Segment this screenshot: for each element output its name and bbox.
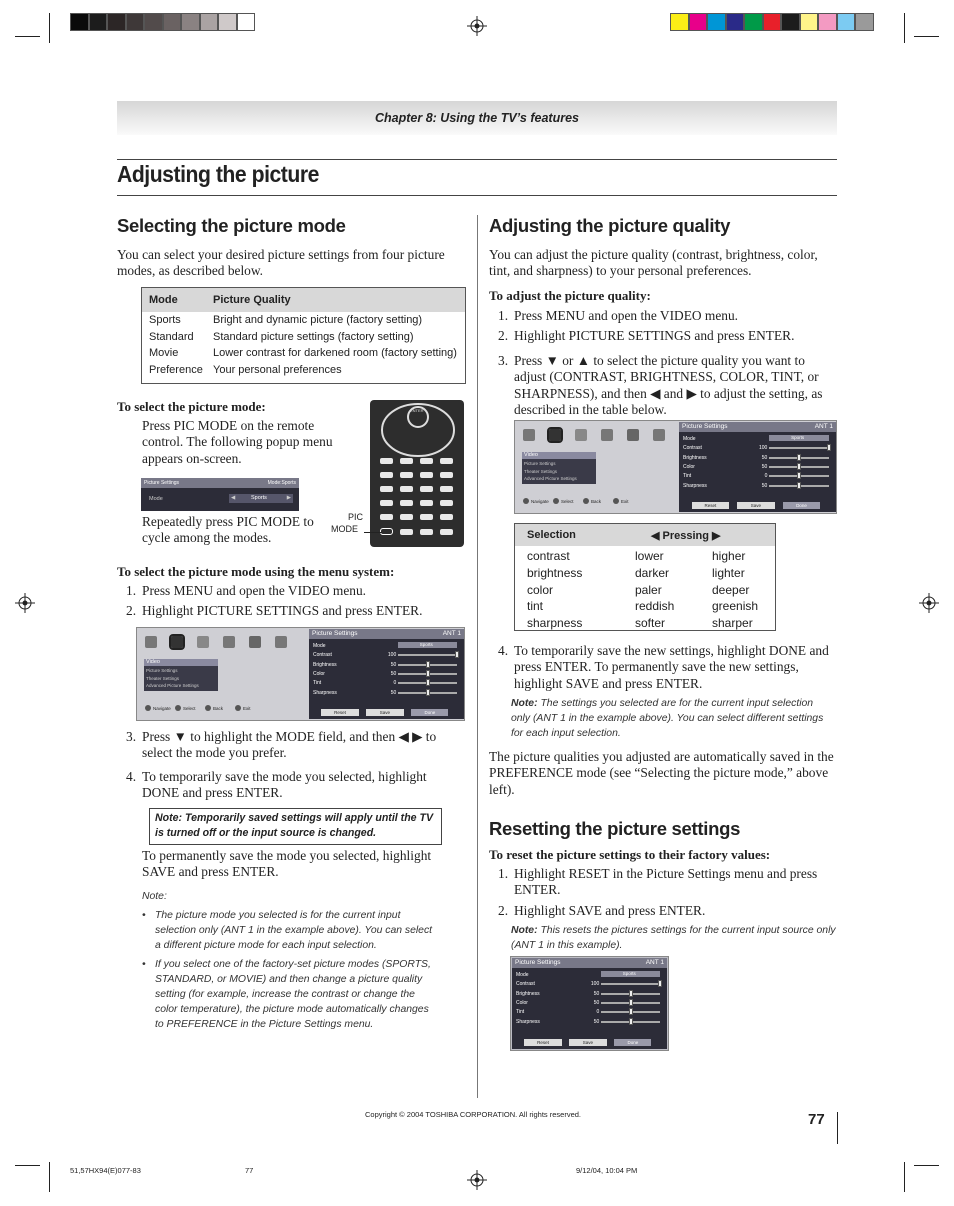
- setting-value: 50: [390, 670, 397, 677]
- video-menu-item: Picture Settings: [146, 668, 178, 673]
- remote-button: [400, 472, 413, 478]
- setting-label: Sharpness: [313, 689, 337, 696]
- table-cell: softer: [635, 616, 666, 631]
- video-menu: [522, 452, 596, 484]
- setting-label: Sharpness: [683, 482, 707, 489]
- remote-button: [420, 514, 433, 520]
- setting-label: Contrast: [313, 652, 332, 659]
- nav-navigate-icon: [523, 498, 529, 504]
- reset-button[interactable]: Reset: [321, 709, 358, 716]
- setting-slider: [769, 485, 829, 487]
- reset-screenshot: [510, 956, 669, 1051]
- popup-header: [141, 478, 299, 488]
- setting-value: 50: [761, 454, 768, 461]
- color-swatch: [181, 13, 200, 31]
- setting-value: 100: [387, 652, 397, 659]
- note-box: Note: Temporarily saved settings will apply until the TV is turned off or the input source is changed.: [149, 808, 442, 845]
- remote-button: [420, 529, 433, 535]
- save-button[interactable]: Save: [569, 1039, 606, 1046]
- intro-text: You can select your desired picture settings from four picture modes, as described below.: [117, 247, 445, 279]
- remote-button: [440, 472, 453, 478]
- nav-label: Back: [591, 499, 602, 504]
- color-swatch: [70, 13, 89, 31]
- note-bullet: The picture mode you selected is for the current input selection only (ANT 1 in the example above). You can select a different picture mode for each input selection.: [155, 910, 433, 951]
- arrow-left-icon: ◀: [231, 495, 236, 501]
- step-number: 3.: [126, 729, 137, 744]
- step-text: Highlight PICTURE SETTINGS and press ENTER.: [142, 603, 423, 618]
- note-text: [511, 923, 841, 953]
- mode-value: Sports: [419, 642, 433, 647]
- remote-button: [440, 500, 453, 506]
- table-cell: reddish: [635, 599, 675, 614]
- note-label: Note:: [142, 891, 167, 902]
- registration-target-icon: [919, 593, 939, 613]
- crop-mark: [914, 36, 939, 37]
- setting-slider: [601, 993, 660, 995]
- setting-slider: [601, 1002, 660, 1004]
- table-cell: deeper: [712, 582, 750, 597]
- menu-tab-icon[interactable]: [653, 429, 665, 441]
- step-text: To temporarily save the new settings, highlight DONE and press ENTER. To permanently save the new settings, highlight SAVE and press ENTER.: [514, 643, 829, 691]
- table-cell: sharper: [712, 616, 753, 631]
- color-swatch: [218, 13, 237, 31]
- arrow-right-icon: ▶: [286, 495, 291, 501]
- color-registration-bar: [670, 13, 874, 31]
- setting-label: Tint: [313, 680, 322, 687]
- menu-title: Picture Settings: [515, 959, 561, 966]
- video-menu-title: Video: [522, 452, 596, 459]
- divider: [117, 159, 837, 160]
- note-label: Note:: [511, 698, 538, 709]
- slider-knob: [797, 482, 801, 489]
- mode-selector[interactable]: [229, 494, 293, 503]
- remote-button: [400, 514, 413, 520]
- mode-value: Sports: [622, 971, 636, 976]
- menu-screenshot: [514, 420, 837, 514]
- mode-value: Sports: [791, 435, 805, 440]
- nav-label: Exit: [621, 499, 629, 504]
- remote-button: [400, 486, 413, 492]
- menu-tab-icon[interactable]: [627, 429, 639, 441]
- remote-button: [400, 500, 413, 506]
- table-cell: lighter: [712, 565, 745, 580]
- color-swatch: [855, 13, 874, 31]
- slider-knob: [426, 670, 430, 677]
- setting-label: Brightness: [313, 661, 337, 668]
- table-cell: sharpness: [527, 616, 583, 631]
- step-text: Highlight SAVE and press ENTER.: [514, 903, 706, 918]
- table-cell: lower: [635, 549, 664, 563]
- crop-mark: [15, 36, 40, 37]
- picture-settings-menu: [679, 422, 836, 512]
- save-button[interactable]: Save: [737, 502, 775, 509]
- done-button[interactable]: Done: [614, 1039, 651, 1046]
- step-text: select the mode you prefer.: [142, 745, 287, 760]
- setting-value: 50: [593, 999, 600, 1006]
- crop-mark: [49, 1162, 50, 1192]
- input-label: ANT 1: [442, 630, 461, 637]
- slider-knob: [629, 990, 633, 997]
- nav-label: Exit: [243, 706, 251, 711]
- note-body: The settings you selected are for the current input selection only (ANT 1 in the example above). You can select different settings for each input selection.: [511, 698, 824, 739]
- note-label: Note:: [511, 925, 538, 936]
- color-swatch: [818, 13, 837, 31]
- crop-mark: [904, 13, 905, 43]
- page-number-rule: [837, 1112, 838, 1144]
- video-menu-item: Advanced Picture Settings: [146, 683, 199, 688]
- section-heading: Resetting the picture settings: [489, 818, 741, 839]
- menu-title: Picture Settings: [312, 630, 358, 637]
- color-swatch: [89, 13, 108, 31]
- video-menu-item: Picture Settings: [524, 461, 556, 466]
- remote-button: [420, 500, 433, 506]
- color-swatch: [800, 13, 819, 31]
- nav-label: Back: [213, 706, 224, 711]
- callout-line: PIC: [347, 512, 363, 522]
- subheading: To reset the picture settings to their factory values:: [489, 847, 771, 862]
- done-button[interactable]: Done: [783, 502, 821, 509]
- mode-field: [769, 435, 829, 441]
- setting-slider: [601, 1011, 660, 1013]
- color-swatch: [200, 13, 219, 31]
- setting-label: Color: [313, 670, 325, 677]
- page-number: 77: [808, 1111, 825, 1128]
- setting-label: Contrast: [683, 445, 702, 452]
- setting-value: 50: [593, 1018, 600, 1025]
- setting-label: Tint: [683, 473, 692, 480]
- video-menu-title: Video: [144, 659, 218, 666]
- nav-select-icon: [553, 498, 559, 504]
- instruction-text: Press PIC MODE on the remote control. The following popup menu appears on-screen.: [142, 418, 333, 466]
- color-swatch: [837, 13, 856, 31]
- nav-exit-icon: [235, 705, 241, 711]
- registration-target-icon: [15, 593, 35, 613]
- color-swatch: [126, 13, 145, 31]
- setting-label: Mode: [683, 436, 696, 442]
- step-text: Highlight RESET in the Picture Settings menu and press ENTER.: [514, 866, 818, 898]
- nav-label: Navigate: [531, 499, 549, 504]
- slug-page: 77: [245, 1166, 254, 1175]
- remote-button: [400, 529, 413, 535]
- color-swatch: [144, 13, 163, 31]
- color-swatch: [237, 13, 256, 31]
- setting-slider: [769, 447, 829, 449]
- column-header: Mode: [149, 294, 178, 306]
- setting-label: Contrast: [516, 981, 535, 988]
- setting-value: 50: [761, 482, 768, 489]
- color-swatch: [163, 13, 182, 31]
- setting-label: Color: [683, 463, 695, 470]
- callout-leader: [364, 532, 382, 533]
- subheading: To select the picture mode using the menu system:: [117, 564, 395, 579]
- crop-mark: [15, 1165, 40, 1166]
- color-swatch: [744, 13, 763, 31]
- table-cell: Bright and dynamic picture (factory setting): [213, 314, 423, 326]
- nav-back-icon: [583, 498, 589, 504]
- menu-screenshot: [136, 627, 465, 721]
- popup-mode-label: Mode:Sports: [267, 480, 296, 486]
- menu-tab-icon[interactable]: [549, 429, 561, 441]
- setting-value: 0: [393, 680, 397, 687]
- step-text: To temporarily save the mode you selected, highlight DONE and press ENTER.: [142, 769, 427, 801]
- setting-slider: [398, 692, 457, 694]
- remote-button: [440, 529, 453, 535]
- menu-header: [309, 629, 464, 639]
- nav-exit-icon: [613, 498, 619, 504]
- chapter-title: Chapter 8: Using the TV’s features: [375, 111, 579, 125]
- step-text: Highlight PICTURE SETTINGS and press ENTER.: [514, 328, 795, 343]
- setting-slider: [769, 475, 829, 477]
- column-divider: [477, 215, 478, 1098]
- note-body: This resets the pictures settings for the current input source only (ANT 1 in this example).: [511, 925, 836, 951]
- note-bullet: If you select one of the factory-set picture modes (SPORTS, STANDARD, or MOVIE) and then change a picture quality setting (for example, increase the contrast or change the color temperature), the picture mode automatically changes to PREFERENCE in the Picture Settings menu.: [155, 959, 431, 1030]
- step-text: Press ▼ or ▲ to select the picture quality you want to adjust (CONTRAST, BRIGHTNESS, COLOR, TINT, or SHARPNESS), and then ◀ and ▶ to adjust the setting, as described in the table below.: [514, 353, 823, 418]
- color-swatch: [763, 13, 782, 31]
- setting-value: 100: [590, 981, 600, 988]
- save-button[interactable]: Save: [366, 709, 403, 716]
- remote-button: [400, 458, 413, 464]
- gray-color-bar: [70, 13, 255, 31]
- table-header: [142, 288, 465, 312]
- setting-label: Mode: [313, 643, 326, 649]
- slider-knob: [426, 661, 430, 668]
- table-cell: color: [527, 582, 554, 597]
- setting-slider: [398, 654, 457, 656]
- bullet-icon: •: [142, 910, 146, 921]
- video-menu: [144, 659, 218, 691]
- table-cell: Your personal preferences: [213, 363, 342, 376]
- setting-value: 50: [390, 661, 397, 668]
- slider-knob: [797, 472, 801, 479]
- setting-label: Color: [516, 999, 528, 1006]
- setting-slider: [601, 983, 660, 985]
- crop-mark: [49, 13, 50, 43]
- menu-tab-icon[interactable]: [523, 429, 535, 441]
- divider: [117, 195, 837, 196]
- page-title: Adjusting the picture: [117, 161, 319, 187]
- menu-tab-icon[interactable]: [197, 636, 209, 648]
- table-cell: Lower contrast for darkened room (factory setting): [213, 347, 457, 359]
- setting-slider: [398, 673, 457, 675]
- color-swatch: [670, 13, 689, 31]
- menu-tab-icon[interactable]: [601, 429, 613, 441]
- step-number: 1.: [498, 866, 509, 881]
- menu-tab-icon[interactable]: [249, 636, 261, 648]
- remote-button: [440, 486, 453, 492]
- slider-knob: [426, 689, 430, 696]
- note-text: [511, 696, 829, 741]
- color-swatch: [707, 13, 726, 31]
- color-swatch: [781, 13, 800, 31]
- bullet-icon: •: [142, 959, 146, 970]
- setting-label: Mode: [516, 972, 529, 978]
- step-number: 2.: [126, 603, 137, 618]
- video-menu-item: Theater Settings: [146, 675, 180, 681]
- pressing-table: [514, 523, 776, 631]
- chapter-header: [117, 101, 837, 135]
- table-cell: Sports: [149, 314, 181, 326]
- table-cell: darker: [635, 565, 670, 580]
- copyright: Copyright © 2004 TOSHIBA CORPORATION. All rights reserved.: [365, 1110, 582, 1119]
- registration-target-icon: [467, 16, 487, 36]
- subheading: To adjust the picture quality:: [489, 288, 651, 303]
- setting-value: 0: [596, 1009, 600, 1016]
- column-header: ◀ Pressing ▶: [651, 530, 721, 542]
- remote-button: [420, 472, 433, 478]
- step-text: Press MENU and open the VIDEO menu.: [514, 308, 739, 323]
- menu-tab-icon[interactable]: [275, 636, 287, 648]
- color-swatch: [107, 13, 126, 31]
- pic-mode-popup: [141, 478, 299, 511]
- table-cell: higher: [712, 549, 746, 563]
- table-cell: brightness: [527, 565, 583, 580]
- slider-knob: [629, 999, 633, 1006]
- remote-button: [380, 500, 393, 506]
- slider-knob: [455, 651, 459, 658]
- step-number: 3.: [498, 353, 509, 368]
- input-label: ANT 1: [814, 423, 833, 430]
- menu-tab-icon[interactable]: [223, 636, 235, 648]
- step-number: 1.: [126, 583, 137, 598]
- section-heading: Selecting the picture mode: [117, 215, 346, 236]
- callout-line: MODE: [331, 524, 358, 534]
- setting-slider: [398, 664, 457, 666]
- done-button[interactable]: Done: [411, 709, 448, 716]
- setting-value: 50: [593, 990, 600, 997]
- remote-button: [440, 514, 453, 520]
- color-swatch: [689, 13, 708, 31]
- subheading: To select the picture mode:: [117, 399, 266, 414]
- nav-select-icon: [175, 705, 181, 711]
- column-header: Picture Quality: [213, 294, 291, 306]
- file-slug: 51,57HX94(E)077-83: [70, 1166, 141, 1175]
- video-menu-item: Theater Settings: [524, 468, 558, 474]
- table-cell: Standard picture settings (factory setting): [213, 330, 414, 343]
- slider-knob: [797, 463, 801, 470]
- step-number: 4.: [498, 643, 509, 658]
- picture-settings-menu: [309, 629, 464, 719]
- slider-knob: [426, 679, 430, 686]
- reset-button[interactable]: Reset: [524, 1039, 561, 1046]
- slider-knob: [629, 1018, 633, 1025]
- setting-slider: [398, 682, 457, 684]
- step-number: 2.: [498, 903, 509, 918]
- mode-table: [141, 287, 466, 384]
- step-number: 2.: [498, 328, 509, 343]
- slug-date: 9/12/04, 10:04 PM: [576, 1166, 638, 1175]
- picture-settings-menu: [512, 958, 667, 1049]
- setting-slider: [769, 457, 829, 459]
- mode-value: Sports: [251, 495, 267, 501]
- remote-button: [380, 458, 393, 464]
- registration-target-icon: [467, 1170, 487, 1190]
- slider-knob: [827, 444, 831, 451]
- pic-mode-callout: [346, 512, 363, 523]
- setting-slider: [601, 1021, 660, 1023]
- table-cell: paler: [635, 582, 662, 597]
- input-label: ANT 1: [645, 959, 664, 966]
- remote-control-image: [370, 400, 464, 547]
- popup-title: Picture Settings: [144, 480, 180, 486]
- menu-tab-icon[interactable]: [145, 636, 157, 648]
- step-text: Press MENU and open the VIDEO menu.: [142, 583, 367, 598]
- nav-label: Select: [561, 499, 574, 504]
- section-heading: Adjusting the picture quality: [489, 215, 731, 236]
- mode-field: [601, 971, 660, 977]
- menu-header: [512, 958, 667, 968]
- setting-slider: [769, 466, 829, 468]
- menu-title: Picture Settings: [682, 423, 728, 430]
- table-cell: Standard: [149, 330, 194, 343]
- nav-back-icon: [205, 705, 211, 711]
- reset-button[interactable]: Reset: [692, 502, 730, 509]
- video-menu-item: Advanced Picture Settings: [524, 476, 577, 481]
- setting-value: 50: [761, 463, 768, 470]
- remote-button: [380, 486, 393, 492]
- table-cell: greenish: [712, 599, 759, 614]
- color-swatch: [726, 13, 745, 31]
- setting-value: 100: [759, 445, 768, 452]
- body-text: The picture qualities you adjusted are automatically saved in the PREFERENCE mode (see “Selecting the picture mode,” above left).: [489, 749, 834, 797]
- table-cell: Preference: [149, 363, 203, 376]
- setting-value: 0: [764, 473, 768, 480]
- crop-mark: [914, 1165, 939, 1166]
- setting-label: Brightness: [683, 454, 707, 461]
- remote-button: [420, 458, 433, 464]
- slider-knob: [629, 1008, 633, 1015]
- table-cell: tint: [527, 599, 544, 614]
- remote-button: [420, 486, 433, 492]
- menu-tab-icon[interactable]: [171, 636, 183, 648]
- column-header: Selection: [527, 529, 576, 541]
- setting-value: 50: [390, 689, 397, 696]
- nav-label: Navigate: [153, 706, 171, 711]
- nav-navigate-icon: [145, 705, 151, 711]
- enter-button-icon: ENTER: [410, 408, 424, 413]
- setting-label: Brightness: [516, 990, 540, 997]
- nav-label: Select: [183, 706, 196, 711]
- remote-button: [380, 514, 393, 520]
- step-text: Press ▼ to highlight the MODE field, and then ◀ ▶ to: [142, 729, 437, 744]
- setting-label: Tint: [516, 1009, 525, 1016]
- slider-knob: [658, 980, 662, 987]
- step-number: 1.: [498, 308, 509, 323]
- instruction-text: Repeatedly press PIC MODE to cycle among the modes.: [142, 514, 314, 546]
- menu-header: [679, 422, 836, 432]
- step-number: 4.: [126, 769, 137, 784]
- remote-button: [440, 458, 453, 464]
- popup-row-label: Mode: [149, 496, 163, 502]
- table-cell: Movie: [149, 347, 179, 359]
- mode-field: [398, 642, 457, 648]
- intro-text: You can adjust the picture quality (contrast, brightness, color, tint, and sharpness) to your personal preferences.: [489, 247, 818, 279]
- slider-knob: [797, 454, 801, 461]
- instruction-text: To permanently save the mode you selected, highlight SAVE and press ENTER.: [142, 848, 432, 880]
- setting-label: Sharpness: [516, 1018, 540, 1025]
- crop-mark: [904, 1162, 905, 1192]
- remote-button: [380, 472, 393, 478]
- table-cell: contrast: [527, 549, 570, 563]
- menu-tab-icon[interactable]: [575, 429, 587, 441]
- table-header: [515, 524, 775, 546]
